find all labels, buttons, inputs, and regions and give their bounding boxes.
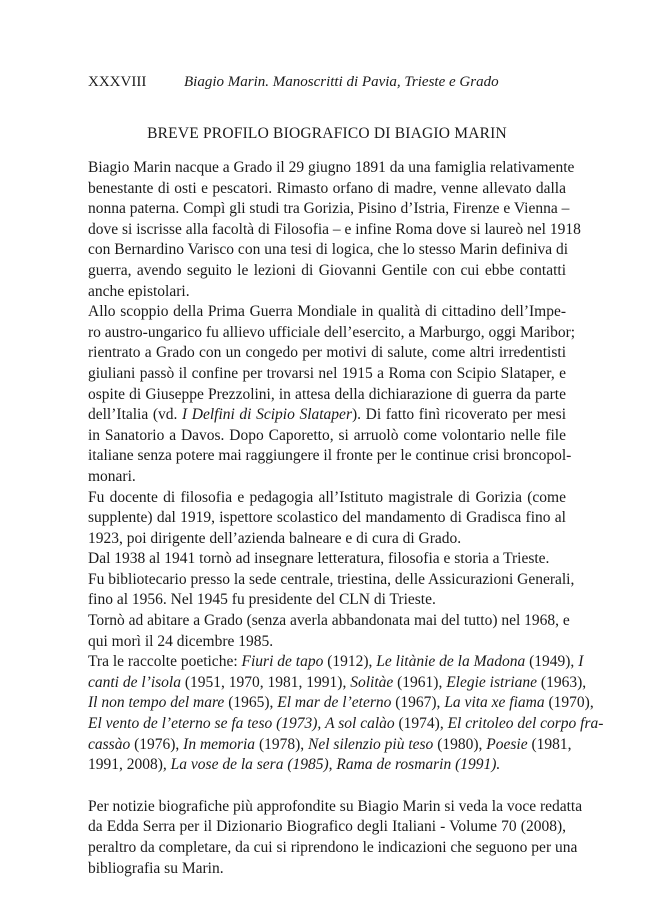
text-run: (1912), xyxy=(323,653,377,671)
text-line: Fu docente di filosofia e pedagogia all’Istituto magistrale di Gorizia (come xyxy=(88,488,566,506)
work-title: Il non tempo del mare xyxy=(88,694,225,712)
work-title: canti de l’isola xyxy=(88,673,181,691)
text-line xyxy=(88,405,566,426)
work-title: Fiuri de tapo xyxy=(241,653,324,671)
text-line: peraltro da completare, da cui si riprendono le indicazioni che seguono per una xyxy=(88,839,578,856)
text-line: Dal 1938 al 1941 tornò ad insegnare letteratura, filosofia e storia a Trieste. xyxy=(88,550,550,568)
text-run: dell’Italia (vd. xyxy=(88,406,182,424)
text-run: 1991, 2008) xyxy=(88,756,163,774)
text-line xyxy=(88,673,587,694)
paragraph-references xyxy=(88,797,583,879)
text-line: guerra, avendo seguito le lezioni di Giovanni Gentile con cui ebbe contatti xyxy=(88,261,566,279)
paragraph-teaching xyxy=(88,488,566,550)
text-run: (1976), xyxy=(130,735,184,753)
text-line: ro austro-ungarico fu allievo ufficiale dell’esercito, a Marburgo, oggi Maribor; xyxy=(88,323,576,341)
work-title: La vita xe fiama xyxy=(444,694,545,712)
text-line: Tornò ad abitare a Grado (senza averla abbandonata mai del tutto) nel 1968, e xyxy=(88,612,570,630)
work-title: El mar de l’eterno xyxy=(277,694,392,712)
text-line: rientrato a Grado con un congedo per motivi di salute, come altri irredentisti xyxy=(88,344,566,362)
text-run: (1963), xyxy=(537,673,587,691)
text-run: (1967), xyxy=(391,694,445,712)
paragraph-spacer xyxy=(88,776,566,797)
work-title: A sol calào xyxy=(325,715,395,733)
work-title: Nel silenzio più teso xyxy=(308,735,434,753)
text-line: dove si iscrisse alla facoltà di Filosofia – e infine Roma dove si laureò nel 1918 xyxy=(88,220,581,238)
work-title: cassào xyxy=(88,735,131,753)
text-run: (1961), xyxy=(393,673,447,691)
text-run: (1974), xyxy=(394,715,448,733)
text-line: giuliani passò il confine per trovarsi nel 1915 a Roma con Scipio Slataper, e xyxy=(88,364,566,382)
text-line: Biagio Marin nacque a Grado il 29 giugno 1891 da una famiglia relativamente xyxy=(88,159,575,176)
section-title: BREVE PROFILO BIOGRAFICO DI BIAGIO MARIN xyxy=(147,125,507,142)
text-line: italiane senza potere mai raggiungere il fronte per le continue crisi broncopol- xyxy=(88,447,572,465)
text-run: (1978), xyxy=(255,735,309,753)
running-title: Biagio Marin. Manoscritti di Pavia, Trieste e Grado xyxy=(184,74,499,90)
text-line xyxy=(88,693,594,714)
paragraph-librarian xyxy=(88,570,575,611)
work-title: Le litànie de la Madona xyxy=(376,653,526,671)
text-line: monari. xyxy=(88,467,136,485)
text-line: nonna paterna. Compì gli studi tra Gorizia, Pisino d’Istria, Firenze e Vienna – xyxy=(88,200,570,218)
text-run: (1965), xyxy=(224,694,278,712)
text-line xyxy=(88,735,572,756)
text-run: (1949), xyxy=(525,653,579,671)
work-title: El vento de l’eterno se fa teso (1973), xyxy=(88,715,322,733)
text-line xyxy=(88,652,584,673)
text-line: 1923, poi dirigente dell’azienda balneare e di cura di Grado. xyxy=(88,529,462,547)
text-line: ospite di Giuseppe Prezzolini, in attesa della dichiarazione di guerra da parte xyxy=(88,385,566,403)
text-line: da Edda Serra per il Dizionario Biografico degli Italiani - Volume 70 (2008), xyxy=(88,818,566,836)
paragraph-trieste xyxy=(88,549,566,570)
text-run: ). Di fatto finì ricoverato per mesi xyxy=(351,406,566,424)
text-line: benestante di osti e pescatori. Rimasto orfano di madre, venne allevato dalla xyxy=(88,179,566,197)
paragraph-war xyxy=(88,302,576,487)
text-run: (1970), xyxy=(544,694,594,712)
body-text xyxy=(88,158,604,879)
text-run: Tra le raccolte poetiche: xyxy=(88,653,242,671)
text-line: Per notizie biografiche più approfondite su Biagio Marin si veda la voce redatta xyxy=(88,797,583,815)
text-line: in Sanatorio a Davos. Dopo Caporetto, si arruolò come volontario nelle file xyxy=(88,426,566,444)
text-line: fino al 1956. Nel 1945 fu presidente del CLN di Trieste. xyxy=(88,591,436,609)
work-title: I xyxy=(578,653,584,671)
paragraph-early-life xyxy=(88,158,581,302)
work-title: Elegie istriane xyxy=(446,673,538,691)
text-line: Allo scoppio della Prima Guerra Mondiale in qualità di cittadino dell’Impe- xyxy=(88,303,566,321)
text-line xyxy=(88,755,566,776)
text-line: Fu bibliotecario presso la sede centrale, triestina, delle Assicurazioni Generali, xyxy=(88,570,575,588)
text-line: supplente) dal 1919, ispettore scolastico del mandamento di Gradisca fino al xyxy=(88,509,566,527)
work-title: Solitàe xyxy=(350,673,394,691)
text-run: (1981, xyxy=(527,735,572,753)
work-title: El critoleo del corpo fra- xyxy=(447,715,604,733)
text-line: qui morì il 24 dicembre 1985. xyxy=(88,632,274,650)
paragraph-works xyxy=(88,652,604,776)
text-line: anche epistolari. xyxy=(88,282,190,300)
work-title: , La vose de la sera (1985), Rama de rosmarin (1991). xyxy=(162,756,501,774)
text-run: (1980), xyxy=(433,735,487,753)
page-number: XXXVIII xyxy=(88,74,147,90)
text-run: (1951, 1970, 1981, 1991), xyxy=(181,673,351,691)
work-title: Poesie xyxy=(486,735,528,753)
running-header xyxy=(88,72,590,92)
text-line: con Bernardino Varisco con una tesi di logica, che lo stesso Marin definiva di xyxy=(88,241,569,259)
work-title: In memoria xyxy=(183,735,256,753)
paragraph-death xyxy=(88,611,570,652)
work-title: I Delfini di Scipio Slataper xyxy=(182,406,352,424)
text-line: bibliografia su Marin. xyxy=(88,859,224,877)
text-line xyxy=(88,714,604,735)
